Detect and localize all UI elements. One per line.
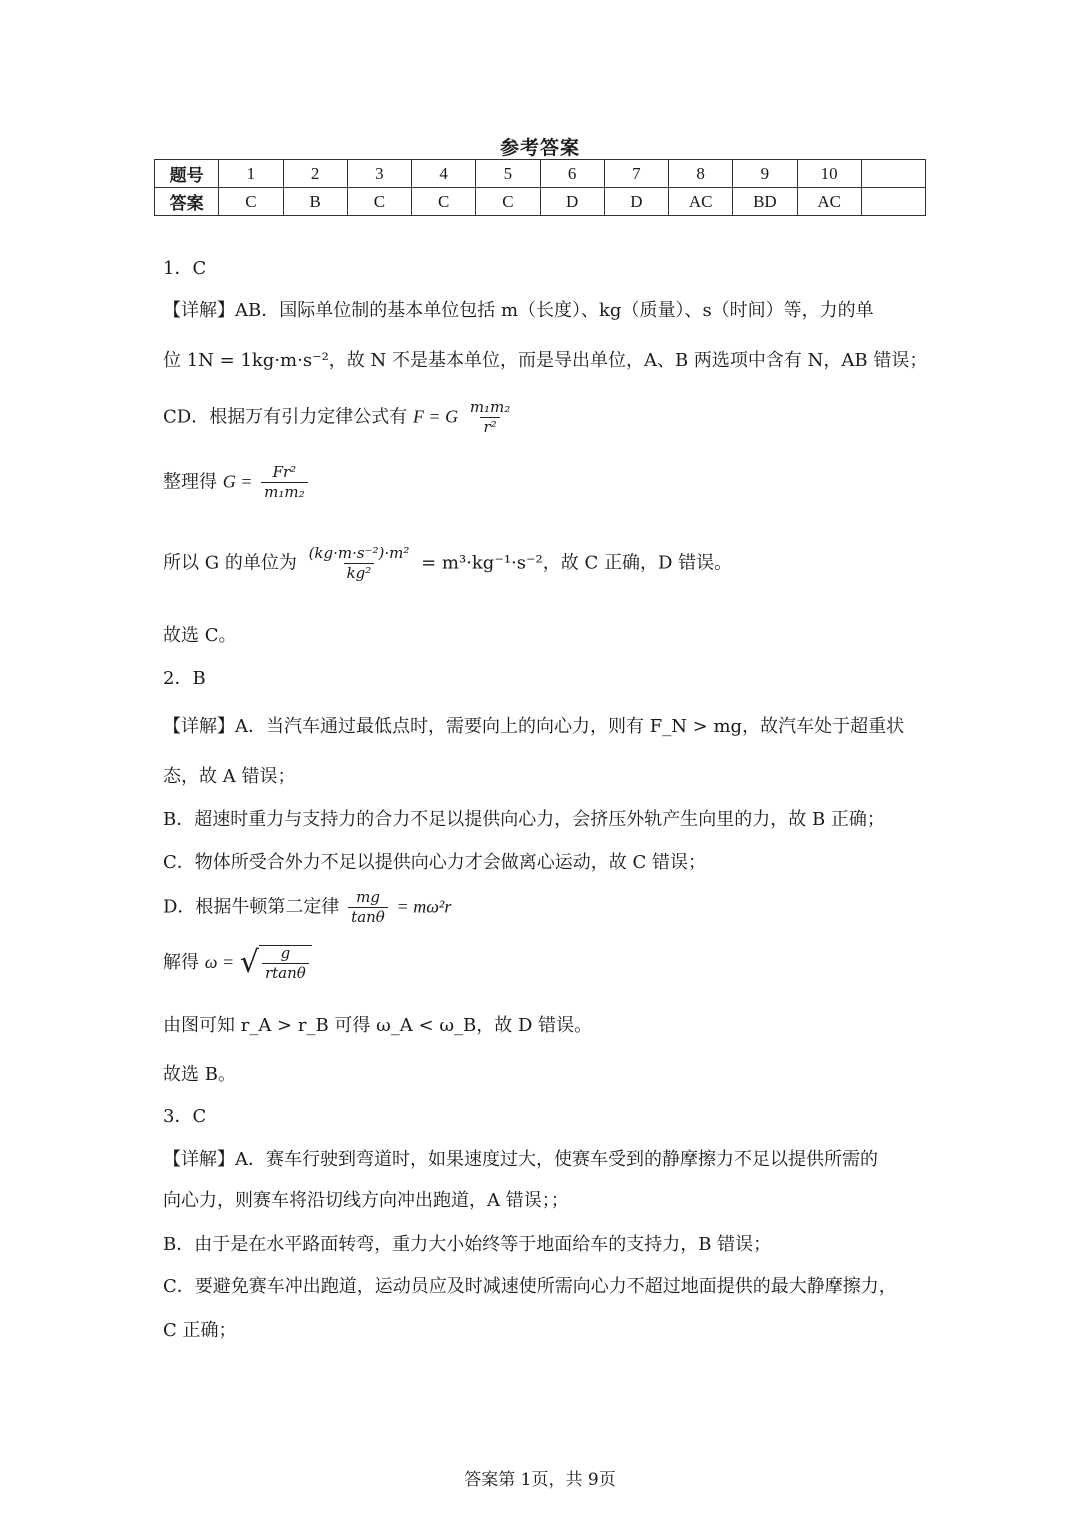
formula-line [163,890,451,925]
table-cell: 5 [476,160,540,188]
page-footer: 答案第 1页，共 9页 [464,1470,616,1490]
fraction [306,546,413,581]
table-cell: 4 [412,160,476,188]
table-cell: AC [797,188,861,216]
fraction [467,400,513,435]
page-title: 参考答案 [499,137,580,159]
paragraph-line: 向心力，则赛车将沿切线方向冲出跑道，A 错误；； [163,1190,569,1211]
table-cell: 6 [540,160,604,188]
fraction [348,890,388,925]
table-cell: 2 [283,160,347,188]
radical-sign-icon: √ [239,945,259,980]
square-root [240,945,312,981]
table-cell: 10 [797,160,861,188]
paragraph-line: C 正确； [163,1320,237,1341]
table-cell: C [412,188,476,216]
paragraph-line: C．物体所受合外力不足以提供向心力才会做离心运动，故 C 错误； [163,852,706,873]
formula-label: 解得 [163,952,199,973]
question-heading: 3．C [163,1106,207,1127]
table-cell: 3 [347,160,411,188]
table-cell [861,188,925,216]
formula-rhs: = mω²r [396,896,452,917]
formula-lhs: G = [222,471,253,492]
table-cell: C [219,188,283,216]
fraction-numerator: mg [356,888,380,906]
paragraph-line: 【详解】A．当汽车通过最低点时，需要向上的向心力，则有 F_N > mg，故汽车处于超重状 [163,716,905,737]
fraction-denominator: kg² [344,563,375,581]
table-cell: 1 [219,160,283,188]
formula-label: 整理得 [163,471,217,493]
table-row-answers [155,188,926,216]
formula-rhs: = m³·kg⁻¹·s⁻²，故 C 正确，D 错误。 [421,552,733,574]
table-header-label: 题号 [155,160,219,188]
table-cell: C [347,188,411,216]
fraction-numerator: g [280,944,291,962]
table-cell [861,160,925,188]
table-cell: C [476,188,540,216]
fraction-numerator: (kg·m·s⁻²)·m² [308,544,410,562]
fraction-numerator: Fr² [272,463,297,481]
paragraph-line: 故选 C。 [163,625,237,646]
table-row-numbers [155,160,926,188]
fraction-numerator: m₁m₂ [469,398,511,416]
formula-lhs: F = G [412,406,459,427]
paragraph-line: B．超速时重力与支持力的合力不足以提供向心力，会挤压外轨产生向里的力，故 B 正确； [163,809,885,830]
paragraph-line: 态，故 A 错误； [163,766,296,787]
table-cell: 7 [604,160,668,188]
formula-lhs: ω = [204,952,235,972]
formula-label: D．根据牛顿第二定律 [163,896,340,918]
fraction [261,465,307,500]
paragraph-line: B．由于是在水平路面转弯，重力大小始终等于地面给车的支持力，B 错误； [163,1234,772,1255]
formula-label: 所以 G 的单位为 [163,552,297,574]
table-cell: D [540,188,604,216]
paragraph-line: 由图可知 r_A > r_B 可得 ω_A < ω_B，故 D 错误。 [163,1015,593,1036]
paragraph-line: 【详解】AB．国际单位制的基本单位包括 m（长度）、kg（质量）、s（时间）等，力的单 [163,300,874,321]
question-heading: 1．C [163,258,207,279]
fraction-denominator: rtanθ [262,963,309,981]
radicand [259,945,312,981]
fraction-denominator: r² [480,417,499,435]
answer-table [154,159,926,216]
formula-label: CD．根据万有引力定律公式有 [163,406,408,428]
table-cell: 9 [733,160,797,188]
fraction-denominator: m₁m₂ [261,482,307,500]
fraction [262,946,309,981]
table-cell: AC [669,188,733,216]
table-cell: D [604,188,668,216]
paragraph-line: 位 1N = 1kg·m·s⁻²，故 N 不是基本单位，而是导出单位，A、B 两选项中含有 N，AB 错误； [163,350,928,371]
fraction-denominator: tanθ [348,907,388,925]
table-cell: 8 [669,160,733,188]
formula-line [163,945,312,981]
table-header-label: 答案 [155,188,219,216]
paragraph-line: 故选 B。 [163,1064,236,1085]
formula-line [163,400,516,435]
formula-line [163,465,311,500]
formula-line [163,546,732,581]
paragraph-line: 【详解】A．赛车行驶到弯道时，如果速度过大，使赛车受到的静摩擦力不足以提供所需的 [163,1149,878,1170]
paragraph-line: C．要避免赛车冲出跑道，运动员应及时减速使所需向心力不超过地面提供的最大静摩擦力， [163,1276,897,1297]
table-cell: BD [733,188,797,216]
question-heading: 2．B [163,668,206,689]
table-cell: B [283,188,347,216]
